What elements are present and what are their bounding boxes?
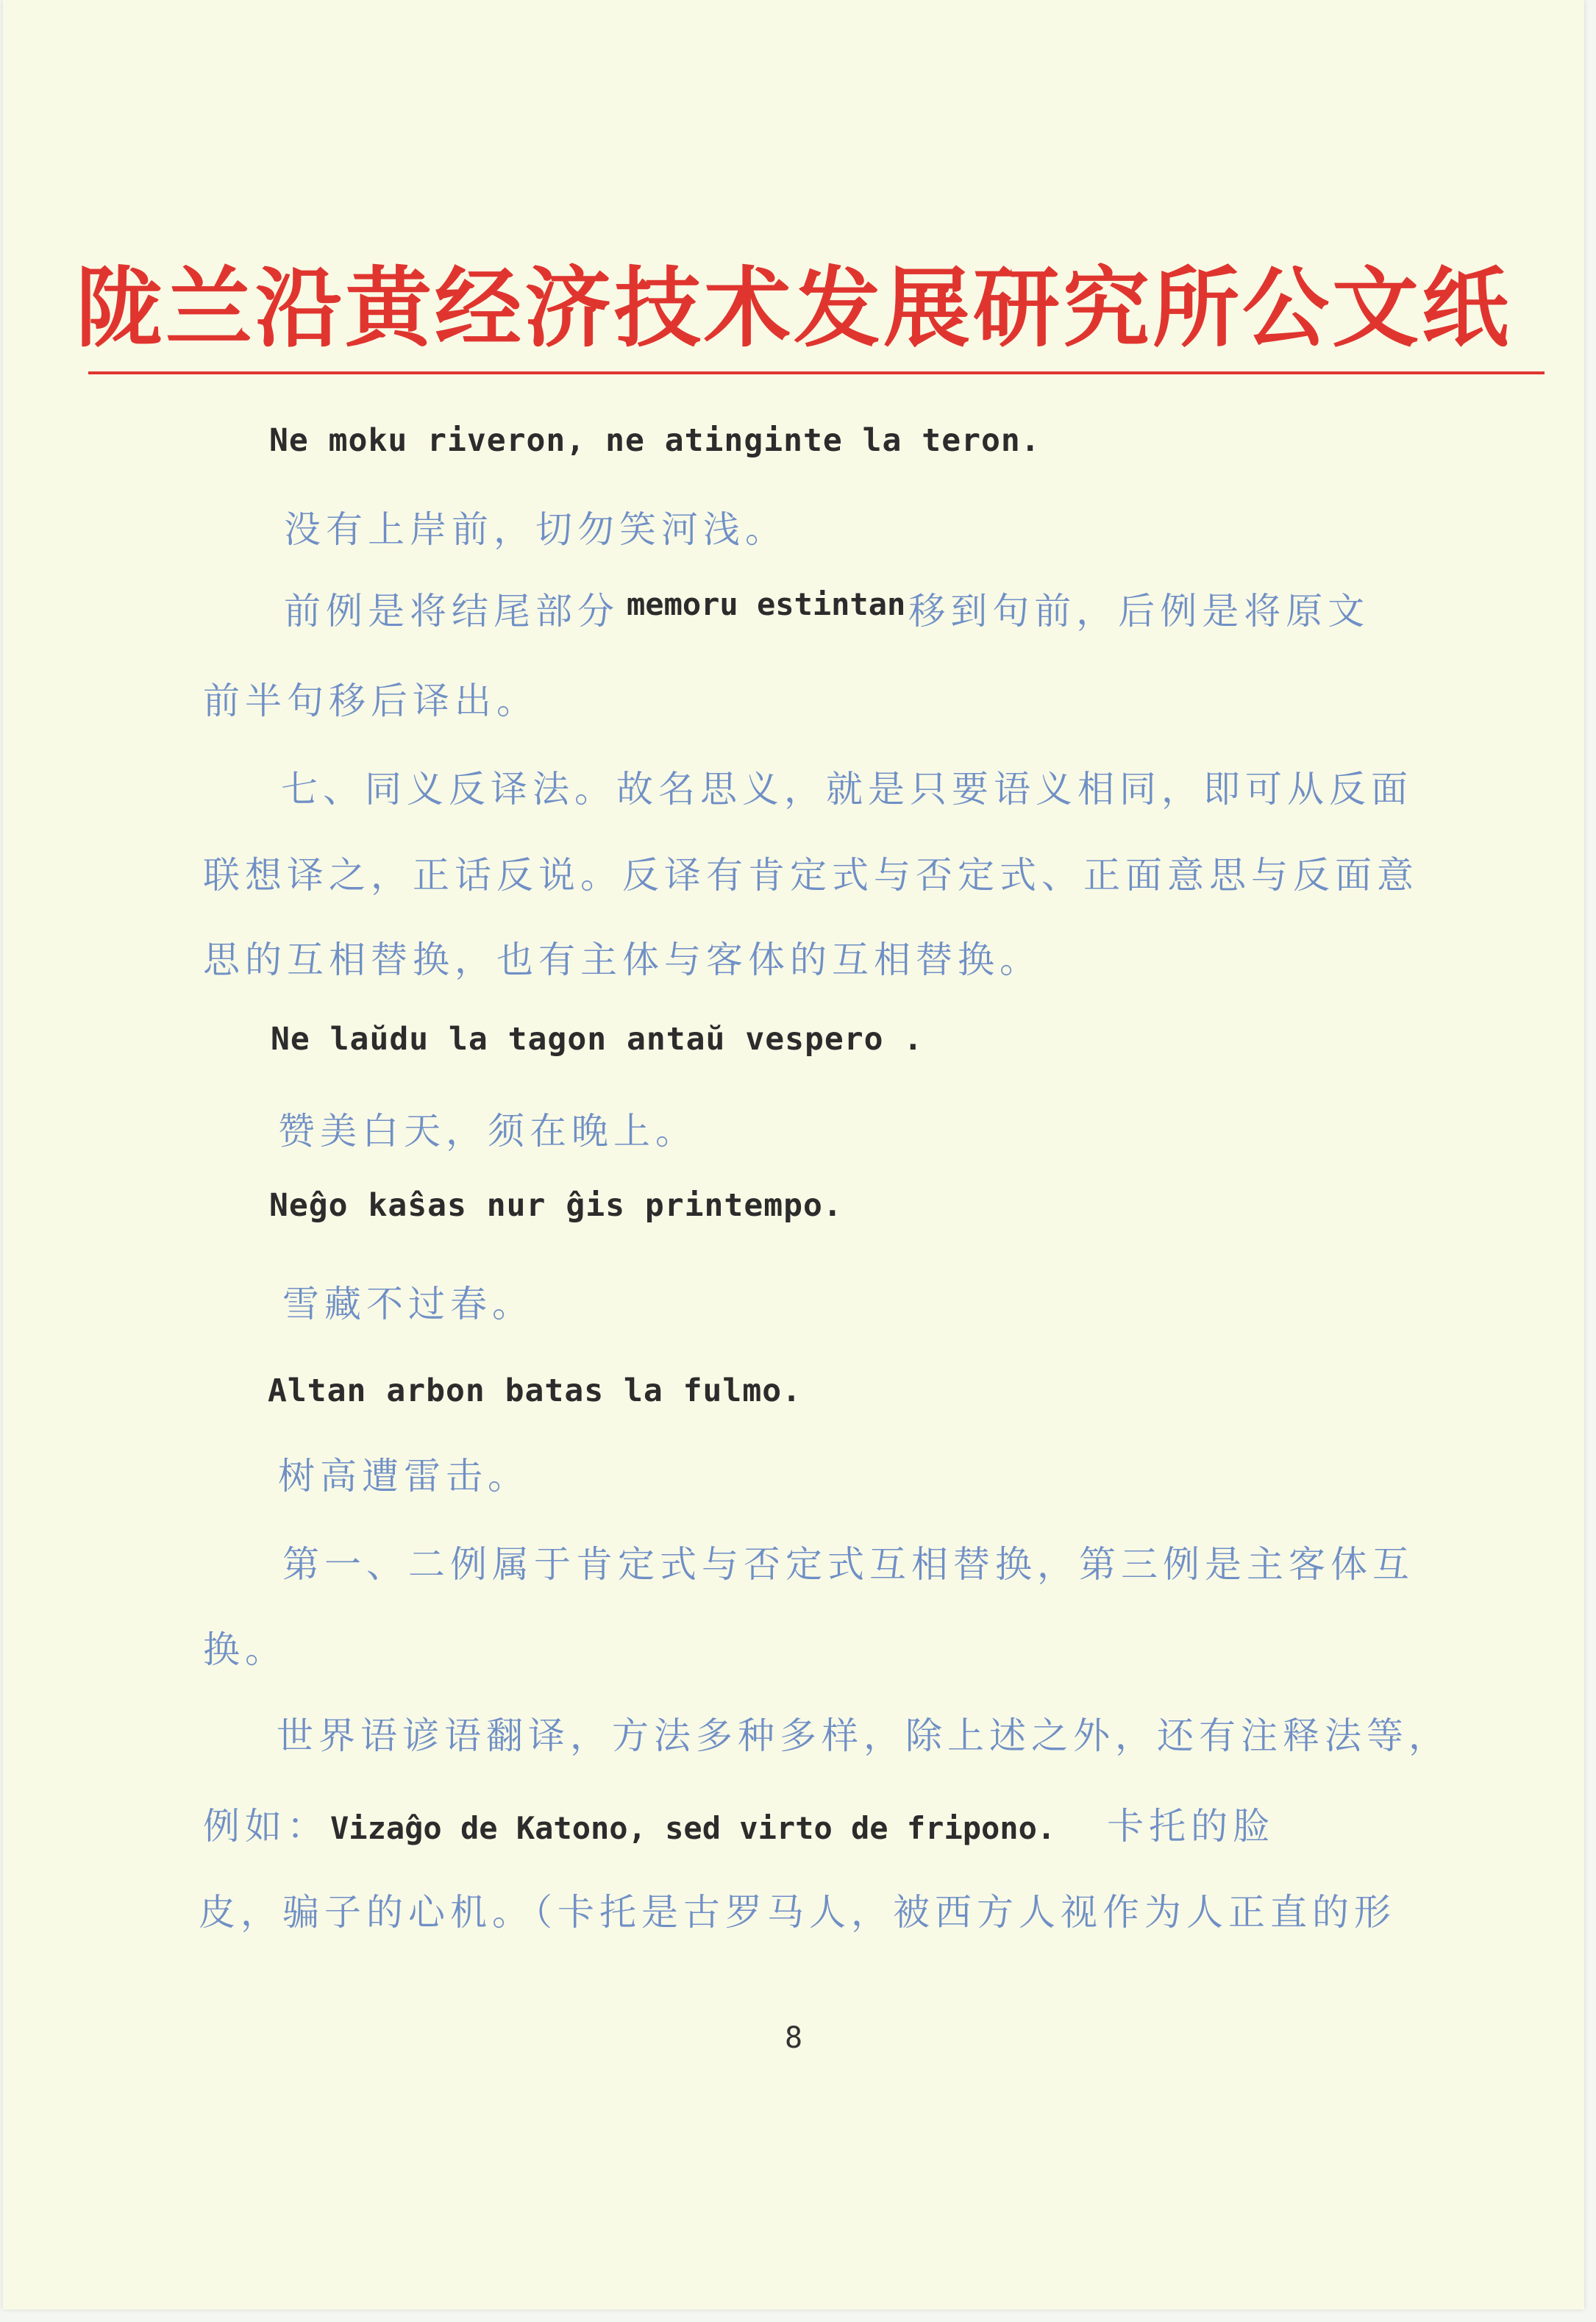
text-segment: 例如： (203, 1805, 329, 1848)
paragraph-line-7: 思的互相替换，也有主体与客体的互相替换。 (203, 939, 1041, 981)
text-segment: 移到句前，后例是将原文 (908, 590, 1370, 633)
proverb-chinese-4: 树高遭雷击。 (278, 1455, 530, 1497)
proverb-esperanto-3: Neĝo kaŝas nur ĝis printempo. (269, 1187, 843, 1224)
paragraph-line-5: 七、同义反译法。故名思义，就是只要语义相同，即可从反面 (281, 768, 1413, 811)
page-number: 8 (784, 2021, 803, 2055)
proverb-esperanto-1: Ne moku riveron, ne atinginte la teron. (269, 422, 1041, 459)
paragraph-line-6: 联想译之，正话反说。反译有肯定式与否定式、正面意思与反面意 (203, 854, 1419, 897)
proverb-chinese-3: 雪藏不过春。 (282, 1283, 534, 1325)
proverb-chinese-2: 赞美白天，须在晚上。 (278, 1110, 697, 1153)
proverb-esperanto-2: Ne laŭdu la tagon antaŭ vespero . (271, 1021, 924, 1058)
letter-page (3, 0, 1584, 2309)
paragraph-line-16: 世界语谚语翻译，方法多种多样，除上述之外，还有注释法等， (277, 1714, 1450, 1757)
text-segment: 卡托的脸 (1107, 1805, 1275, 1848)
inline-esperanto: Vizaĝo de Katono, sed virto de fripono. (330, 1810, 1056, 1846)
paragraph-line-18: 皮，骗子的心机。（卡托是古罗马人，被西方人视作为人正直的形 (199, 1891, 1396, 1934)
proverb-chinese-1: 没有上岸前，切勿笑河浅。 (284, 508, 787, 551)
inline-esperanto: memoru estintan (627, 586, 906, 622)
paragraph-line-3 (284, 586, 1370, 633)
text-segment: 前例是将结尾部分 (284, 590, 619, 633)
proverb-esperanto-4: Altan arbon batas la fulmo. (268, 1372, 802, 1409)
letterhead-rule (88, 371, 1545, 374)
paragraph-line-15: 换。 (203, 1628, 287, 1671)
paragraph-line-14: 第一、二例属于肯定式与否定式互相替换，第三例是主客体互 (282, 1543, 1414, 1586)
letterhead-title: 陇兰沿黄经济技术发展研究所公文纸 (75, 257, 1511, 359)
paragraph-line-4: 前半句移后译出。 (203, 680, 538, 722)
paragraph-line-17 (203, 1805, 1275, 1848)
